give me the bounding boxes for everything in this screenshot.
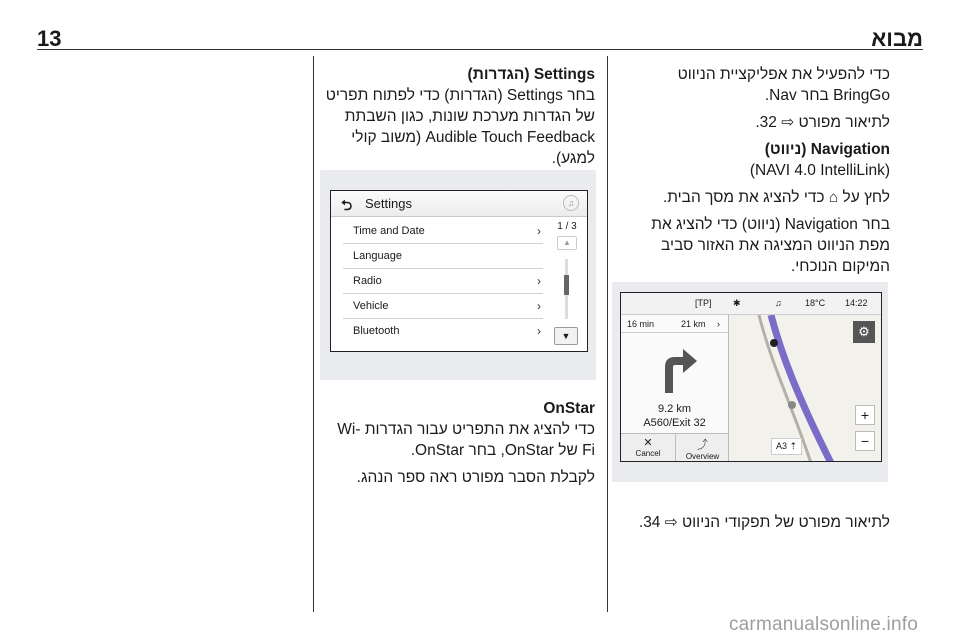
clock: 14:22: [845, 298, 868, 308]
list-item[interactable]: Radio ›: [343, 269, 543, 294]
chevron-right-icon: ›: [537, 299, 541, 313]
settings-paragraph: בחר Settings (הגדרות) כדי לפתוח תפריט של הגדרות מערכת שונות, כגון השבתת Audible Touch Feedback (משוב קולי למגע).: [325, 87, 595, 167]
eta-time: 16 min: [627, 319, 655, 329]
column-divider-left: [313, 56, 314, 612]
distance-to-turn: 9.2 km: [657, 403, 691, 415]
section-title: מבוא: [871, 26, 923, 51]
eta-bar[interactable]: [621, 315, 728, 333]
settings-heading: Settings (הגדרות): [467, 66, 595, 83]
overview-button[interactable]: [675, 434, 729, 462]
list-item[interactable]: Time and Date ›: [343, 219, 543, 244]
navigation-reference: לתיאור מפורט של תפקודי הניווט ⇨ 34.: [638, 514, 890, 531]
settings-list: [343, 219, 543, 344]
navigation-screen: [620, 292, 882, 462]
lane-indicator: A3 ⇡: [771, 438, 802, 455]
zoom-in-button[interactable]: +: [855, 405, 875, 425]
onstar-reference: לקבלת הסבר מפורט ראה ספר הנהג.: [356, 469, 595, 486]
column-divider-right: [607, 56, 608, 612]
right-column-footer: [620, 512, 890, 539]
intro-paragraph: כדי להפעיל את אפליקציית הניווט BringGo בחר Nav.: [677, 66, 890, 104]
music-icon[interactable]: ♫: [775, 298, 782, 308]
chevron-right-icon: ›: [717, 319, 720, 329]
page-header: [37, 24, 923, 50]
lane-label: A3: [776, 441, 788, 451]
status-bar: [621, 293, 881, 315]
route-panel: [621, 315, 729, 461]
navigation-screenshot: [612, 282, 888, 482]
chevron-right-icon: ›: [537, 324, 541, 338]
list-item[interactable]: Vehicle ›: [343, 294, 543, 319]
page-indicator: 1 / 3: [557, 221, 577, 232]
back-arrow-icon[interactable]: ⮌: [341, 197, 353, 213]
chevron-right-icon: ›: [537, 224, 541, 238]
navigation-heading: Navigation (ניווט): [764, 141, 890, 158]
gear-icon[interactable]: ⚙: [853, 321, 875, 343]
scroll-up-button[interactable]: ▲: [557, 236, 577, 250]
settings-title-bar: [331, 191, 587, 217]
overview-label: Overview: [685, 452, 720, 461]
right-column: [620, 64, 890, 283]
zoom-out-button[interactable]: −: [855, 431, 875, 451]
cancel-button[interactable]: [621, 434, 675, 462]
list-item[interactable]: Language: [343, 244, 543, 269]
list-item[interactable]: Bluetooth ›: [343, 319, 543, 344]
settings-screen: [330, 190, 588, 352]
scroll-thumb[interactable]: [564, 275, 569, 295]
temperature: 18°C: [805, 298, 826, 308]
intro-reference: לתיאור מפורט ⇨ 32.: [755, 114, 890, 131]
cancel-label: Cancel: [635, 449, 661, 458]
chevron-right-icon: ›: [537, 274, 541, 288]
navigation-subheading: (NAVI 4.0 IntelliLink): [749, 162, 890, 179]
favorite-icon[interactable]: ♫: [563, 195, 579, 211]
eta-distance: 21 km: [681, 319, 706, 329]
watermark: carmanualsonline.info: [728, 614, 918, 635]
close-icon: ✕: [643, 437, 653, 449]
scrollbar[interactable]: [553, 219, 581, 345]
turn-arrow-icon: [647, 343, 703, 393]
left-column: [325, 64, 595, 175]
onstar-heading: OnStar: [543, 400, 595, 417]
scroll-down-button[interactable]: ▼: [554, 327, 578, 345]
road-name: A560/Exit 32: [643, 417, 706, 429]
route-icon: ⤴: [697, 439, 708, 451]
navigation-map-paragraph: בחר Navigation (ניווט) כדי להציג את מפת הניווט המציגה את האזור סביב המיקום הנוכחי.: [651, 216, 890, 275]
navigation-home-paragraph: לחץ על ⌂ כדי להציג את מסך הבית.: [662, 189, 890, 206]
tp-indicator: [TP]: [695, 298, 712, 308]
left-column-footer: [325, 398, 595, 494]
bluetooth-icon: ✱: [733, 298, 741, 308]
onstar-paragraph: כדי להציג את התפריט עבור הגדרות Wi-Fi של OnStar, בחר OnStar.: [337, 421, 595, 459]
page-number: 13: [37, 26, 62, 51]
settings-title: Settings: [365, 196, 412, 211]
nav-buttons: [621, 433, 728, 461]
settings-screenshot: [320, 170, 596, 380]
